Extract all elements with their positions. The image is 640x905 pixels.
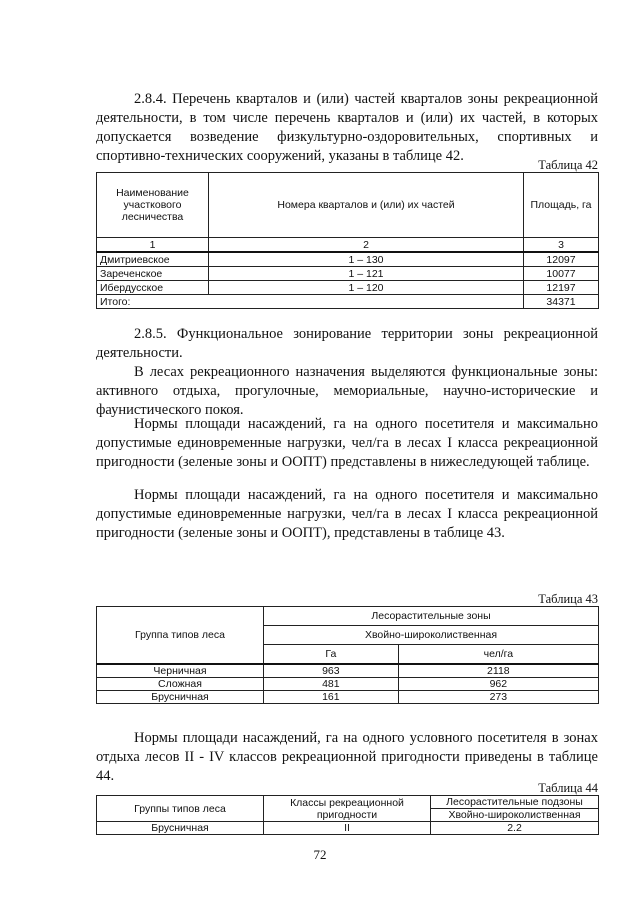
table-header: Номера кварталов и (или) их частей xyxy=(209,173,524,238)
table-header: Группа типов леса xyxy=(97,607,264,665)
table-header: Хвойно-широколиственная xyxy=(264,626,599,645)
table-header: Лесорастительные зоны xyxy=(264,607,599,626)
paragraph-norms-3: Нормы площади насаждений, га на одного условного посетителя в зонах отдыха лесов II - IV классов рекреационной пригодности приведены в таблице 44. xyxy=(96,730,598,784)
column-number: 1 xyxy=(97,238,209,253)
table-cell: 12097 xyxy=(524,252,599,267)
table-header: Наименование участкового лесничества xyxy=(97,173,209,238)
paragraph-2-8-5: 2.8.5. Функциональное зонирование территории зоны рекреационной деятельности. xyxy=(96,326,598,361)
table-row xyxy=(97,691,599,704)
table-header: Группы типов леса xyxy=(97,796,264,822)
table-row xyxy=(97,281,599,295)
table-cell: Брусничная xyxy=(97,691,264,704)
table-cell: 481 xyxy=(264,678,399,691)
table-header: чел/га xyxy=(398,645,598,665)
column-number: 3 xyxy=(524,238,599,253)
table-cell: 10077 xyxy=(524,267,599,281)
table-42 xyxy=(96,172,599,309)
table-row xyxy=(97,822,599,835)
table-cell: 273 xyxy=(398,691,598,704)
table-cell: 962 xyxy=(398,678,598,691)
table-cell: Зареченское xyxy=(97,267,209,281)
table-cell: 161 xyxy=(264,691,399,704)
table-total-row xyxy=(97,295,599,309)
table-43-caption: Таблица 43 xyxy=(538,592,598,606)
table-cell: II xyxy=(264,822,431,835)
table-cell: 2.2 xyxy=(431,822,599,835)
table-cell: 2118 xyxy=(398,664,598,678)
table-cell: Ибердусское xyxy=(97,281,209,295)
table-cell: Брусничная xyxy=(97,822,264,835)
table-cell: Дмитриевское xyxy=(97,252,209,267)
table-cell: Черничная xyxy=(97,664,264,678)
table-44 xyxy=(96,795,599,835)
table-header: Лесорастительные подзоны xyxy=(431,796,599,809)
table-row xyxy=(97,267,599,281)
paragraph-norms-2: Нормы площади насаждений, га на одного посетителя и максимально допустимые единовременные нагрузки, чел/га в лесах I класса рекреационной пригодности (зеленые зоны и ООПТ), представлены в таблице 43. xyxy=(96,487,598,541)
total-label: Итого: xyxy=(97,295,524,309)
paragraph-zones: В лесах рекреационного назначения выделяются функциональные зоны: активного отдыха, прогулочные, мемориальные, научно-исторические и фаунистического покоя. xyxy=(96,364,598,418)
total-value: 34371 xyxy=(524,295,599,309)
table-42-caption: Таблица 42 xyxy=(538,158,598,172)
table-44-caption: Таблица 44 xyxy=(538,781,598,795)
table-cell: 1 – 120 xyxy=(209,281,524,295)
table-header: Га xyxy=(264,645,399,665)
paragraph-norms-1: Нормы площади насаждений, га на одного посетителя и максимально допустимые единовременные нагрузки, чел/га в лесах I класса рекреационной пригодности (зеленые зоны и ООПТ) представлены в нижеследующей таблице. xyxy=(96,416,598,470)
table-cell: 1 – 130 xyxy=(209,252,524,267)
table-cell: Сложная xyxy=(97,678,264,691)
table-header: Хвойно-широколиственная xyxy=(431,809,599,822)
column-number: 2 xyxy=(209,238,524,253)
table-row xyxy=(97,252,599,267)
table-row xyxy=(97,664,599,678)
paragraph-2-8-4: 2.8.4. Перечень кварталов и (или) частей кварталов зоны рекреационной деятельности, в том числе перечень кварталов и (или) их частей, в которых допускается возведение физкультурно-оздоровительных, спортивных и спортивно-технических сооружений, указаны в таблице 42. xyxy=(96,91,598,164)
table-cell: 12197 xyxy=(524,281,599,295)
table-header: Площадь, га xyxy=(524,173,599,238)
table-row xyxy=(97,678,599,691)
table-cell: 1 – 121 xyxy=(209,267,524,281)
table-header: Классы рекреационной пригодности xyxy=(264,796,431,822)
table-43 xyxy=(96,606,599,704)
page-number: 72 xyxy=(313,847,327,862)
table-cell: 963 xyxy=(264,664,399,678)
